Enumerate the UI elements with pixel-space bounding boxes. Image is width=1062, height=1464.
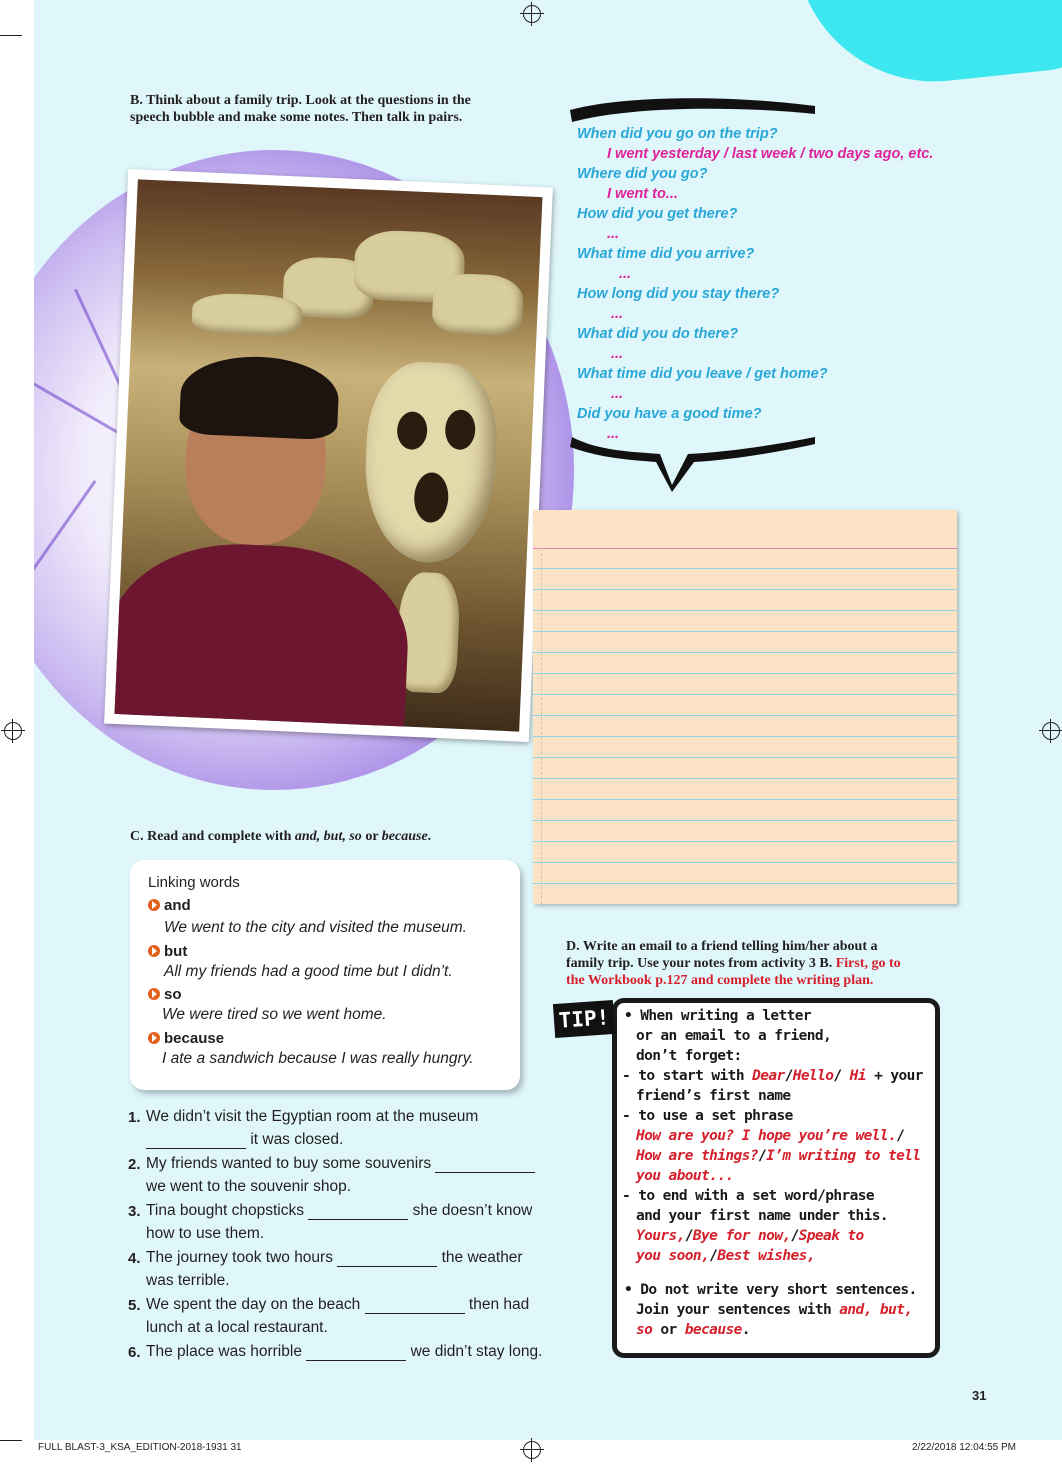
answer-blank[interactable] (337, 1252, 437, 1267)
exercise-sentence (146, 1131, 343, 1149)
instruction-text: or (361, 829, 382, 844)
instruction-line: speech bubble and make some notes. Then talk in pairs. (130, 110, 463, 125)
tip-text: - to use a set phrase (622, 1108, 793, 1124)
bubble-answer: ... (607, 226, 620, 242)
tip-fragment: / (684, 1228, 693, 1244)
notes-rule (533, 715, 957, 716)
tip-text (636, 1148, 921, 1164)
tip-text: or an email to a friend, (636, 1028, 832, 1044)
tip-example: because (684, 1322, 742, 1338)
notes-rule (533, 736, 957, 737)
instruction-highlight: First, go to (832, 956, 901, 971)
tip-text: • Do not write very short sentences. (624, 1282, 917, 1298)
play-bullet-icon (148, 899, 160, 911)
notes-writing-area[interactable] (533, 510, 957, 904)
notes-rule (533, 862, 957, 863)
boy-shirt (115, 539, 412, 732)
tip-example: How are you? I hope you’re well. (636, 1128, 897, 1144)
bubble-question: Did you have a good time? (577, 406, 762, 422)
notes-rule (533, 883, 957, 884)
notes-rule (533, 820, 957, 821)
sentence-text: The place was horrible (146, 1343, 302, 1360)
bubble-question: When did you go on the trip? (577, 126, 778, 142)
answer-blank[interactable] (146, 1134, 246, 1149)
sentence-text: We spent the day on the beach (146, 1296, 361, 1313)
exercise-number: 6. (128, 1344, 141, 1361)
tip-text (636, 1302, 912, 1318)
exercise-number: 5. (128, 1297, 141, 1314)
notes-rule (533, 778, 957, 779)
skull-eye (396, 411, 428, 450)
exercise-sentence (146, 1155, 535, 1173)
tip-example: Hello (792, 1068, 834, 1084)
bubble-answer: I went yesterday / last week / two days ago, etc. (607, 146, 934, 162)
linking-word-item (148, 986, 182, 1003)
notes-rule (533, 757, 957, 758)
bubble-answer: ... (611, 346, 624, 362)
tip-text (636, 1322, 750, 1338)
tip-example: and, but, (839, 1302, 913, 1318)
notes-rule (533, 673, 957, 674)
registration-mark-icon (4, 722, 22, 740)
play-bullet-icon (148, 1032, 160, 1044)
bubble-question: What time did you leave / get home? (577, 366, 828, 382)
notes-rule (533, 610, 957, 611)
skull-eye (444, 409, 476, 450)
tip-example: Speak to (798, 1228, 864, 1244)
section-b-instructions (130, 92, 471, 126)
sentence-text: We didn’t visit the Egyptian room at the museum (146, 1108, 479, 1125)
linking-words-box (130, 860, 520, 1090)
bubble-answer: ... (619, 266, 632, 282)
tip-text: - to end with a set word/phrase (622, 1188, 875, 1204)
exercise-sentence (146, 1296, 529, 1314)
linking-example: I ate a sandwich because I was really hungry. (162, 1050, 474, 1067)
bubble-answer: ... (611, 306, 624, 322)
linking-word: but (164, 943, 188, 960)
exercise-sentence: how to use them. (146, 1225, 265, 1242)
tip-text: and your first name under this. (636, 1208, 889, 1224)
bubble-question: Where did you go? (577, 166, 708, 182)
section-d-instructions (566, 938, 901, 989)
exercise-number: 3. (128, 1203, 141, 1220)
sentence-text: the weather (441, 1249, 523, 1266)
tip-example: How are things? (636, 1148, 758, 1164)
linking-word: so (164, 986, 182, 1003)
crop-mark (0, 35, 22, 36)
tip-fragment: / (709, 1248, 718, 1264)
bone (431, 272, 524, 336)
sentence-text: then had (468, 1296, 530, 1313)
sentence-text: it was closed. (250, 1131, 344, 1148)
dinosaur-skull (361, 360, 500, 565)
tip-text: friend’s first name (636, 1088, 791, 1104)
linking-word-item (148, 1030, 224, 1047)
notes-rule (533, 568, 957, 569)
tip-example: Best wishes, (717, 1248, 815, 1264)
instruction-linking-words: and, but, so (294, 829, 362, 844)
instruction-text: . (427, 829, 432, 844)
exercise-sentence: lunch at a local restaurant. (146, 1319, 328, 1336)
tip-text (636, 1248, 815, 1264)
tip-fragment: + your (865, 1068, 923, 1084)
tip-example: Yours, (636, 1228, 685, 1244)
tip-fragment: / (833, 1068, 850, 1084)
tip-fragment: Join your sentences with (636, 1302, 840, 1318)
notes-margin-line (533, 548, 957, 549)
sentence-text: My friends wanted to buy some souvenirs (146, 1155, 432, 1172)
bone (191, 292, 303, 337)
tip-example: Hi (849, 1068, 866, 1084)
answer-blank[interactable] (306, 1346, 406, 1361)
exercise-sentence (146, 1249, 523, 1267)
notes-rule (533, 589, 957, 590)
museum-photo (104, 169, 553, 742)
linking-words-title: Linking words (148, 874, 240, 891)
tip-text (636, 1228, 864, 1244)
tip-fragment: / (757, 1148, 767, 1164)
notes-vertical-line (541, 548, 542, 904)
page-number: 31 (972, 1388, 987, 1403)
tip-text: • When writing a letter (624, 1008, 811, 1024)
bubble-question: What time did you arrive? (577, 246, 755, 262)
tip-fragment: . (741, 1322, 750, 1338)
instruction-linking-word: because (381, 829, 428, 844)
instruction-text: C. Read and complete with (130, 829, 295, 844)
bubble-question: How long did you stay there? (577, 286, 780, 302)
tip-fragment: or (652, 1322, 685, 1338)
registration-mark-icon (523, 5, 541, 23)
corner-decoration (796, 0, 1062, 95)
section-c-instructions (130, 828, 431, 845)
tip-fragment: - to start with (622, 1068, 753, 1084)
notes-rule (533, 841, 957, 842)
instruction-line: D. Write an email to a friend telling him/her about a (566, 939, 878, 954)
crop-mark (0, 1440, 22, 1441)
tip-label: TIP! (553, 1000, 615, 1038)
tip-text (622, 1068, 923, 1084)
instruction-line: B. Think about a family trip. Look at the questions in the (130, 93, 471, 108)
exercise-sentence: we went to the souvenir shop. (146, 1178, 352, 1195)
linking-example: All my friends had a good time but I didn’t. (164, 963, 453, 980)
tip-text: don’t forget: (636, 1048, 742, 1064)
exercise-number: 2. (128, 1156, 141, 1173)
instruction-text: family trip. Use your notes from activity 3 B. (566, 956, 833, 971)
sentence-text: The journey took two hours (146, 1249, 333, 1266)
boy-hair (179, 354, 340, 441)
linking-example: We were tired so we went home. (162, 1006, 387, 1023)
exercise-sentence (146, 1343, 542, 1361)
instruction-line (566, 955, 901, 972)
tip-fragment: / (784, 1068, 793, 1084)
print-footer-right: 2/22/2018 12:04:55 PM (912, 1442, 1016, 1453)
tip-example: so (636, 1322, 653, 1338)
skull-nose (413, 472, 449, 523)
tip-example: you soon, (636, 1248, 710, 1264)
notes-rule (533, 631, 957, 632)
bubble-question: What did you do there? (577, 326, 739, 342)
bubble-question: How did you get there? (577, 206, 738, 222)
sentence-text: we didn’t stay long. (410, 1343, 543, 1360)
bubble-answer: ... (607, 426, 620, 442)
registration-mark-icon (1042, 722, 1060, 740)
tip-example: you about... (636, 1168, 734, 1184)
notes-rule (533, 694, 957, 695)
tip-fragment: / (790, 1228, 799, 1244)
play-bullet-icon (148, 988, 160, 1000)
print-footer-left: FULL BLAST-3_KSA_EDITION-2018-1931 31 (38, 1442, 242, 1453)
exercise-sentence (146, 1108, 478, 1126)
photo-image (115, 179, 543, 731)
notes-rule (533, 799, 957, 800)
linking-example: We went to the city and visited the museum. (164, 919, 467, 936)
answer-blank[interactable] (308, 1205, 408, 1220)
tip-text (636, 1128, 904, 1144)
notes-rule (533, 652, 957, 653)
instruction-highlight: the Workbook p.127 and complete the writing plan. (566, 973, 874, 988)
linking-word-item (148, 943, 187, 960)
bubble-answer: I went to... (607, 186, 678, 202)
linking-word: and (164, 897, 191, 914)
answer-blank[interactable] (365, 1299, 465, 1314)
tip-example: Dear (752, 1068, 785, 1084)
linking-word: because (164, 1030, 225, 1047)
sentence-text: Tina bought chopsticks (146, 1202, 304, 1219)
tip-example: Bye for now, (692, 1228, 791, 1244)
bubble-answer: ... (611, 386, 624, 402)
tip-fragment: / (896, 1128, 905, 1144)
tip-example: I’m writing to tell (766, 1148, 921, 1164)
answer-blank[interactable] (435, 1158, 535, 1173)
speech-bubble (540, 96, 960, 456)
registration-mark-icon (523, 1441, 541, 1459)
sentence-text: she doesn’t know (412, 1202, 533, 1219)
exercise-sentence (146, 1202, 532, 1220)
exercise-sentence: was terrible. (146, 1272, 230, 1289)
exercise-number: 4. (128, 1250, 141, 1267)
linking-word-item (148, 897, 191, 914)
play-bullet-icon (148, 945, 160, 957)
exercise-number: 1. (128, 1109, 141, 1126)
